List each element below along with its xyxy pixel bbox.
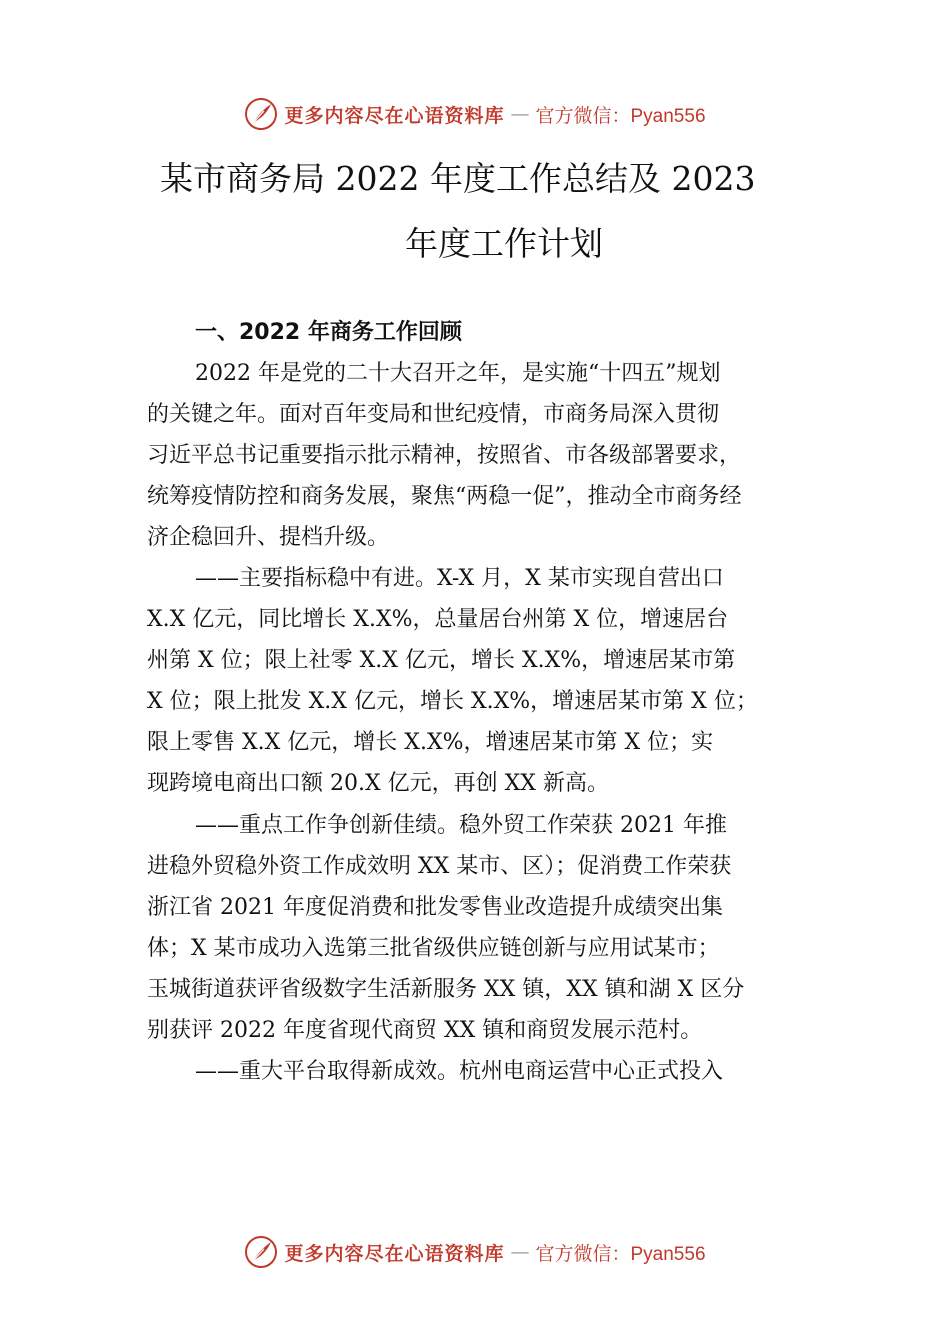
section-heading: 一、2022 年商务工作回顾: [195, 320, 462, 345]
watermark-brand: 更多内容尽在心语资料库: [284, 104, 505, 127]
body-line: 玉城街道获评省级数字生活新服务 XX 镇，XX 镇和湖 X 区分: [147, 977, 745, 1002]
body-line: 的关键之年。面对百年变局和世纪疫情，市商务局深入贯彻: [147, 402, 720, 427]
watermark-separator: —: [510, 103, 530, 125]
feather-logo-icon: [244, 97, 278, 131]
body-line: 统筹疫情防控和商务发展，聚焦“两稳一促”，推动全市商务经: [147, 484, 742, 509]
watermark-contact: 官方微信：Pyan556: [535, 1243, 706, 1265]
document-title-line-1: 某市商务局 2022 年度工作总结及 2023: [160, 159, 756, 198]
body-line: 习近平总书记重要指示批示精神，按照省、市各级部署要求，: [147, 443, 742, 468]
body-line: X.X 亿元，同比增长 X.X%，总量居台州第 X 位，增速居台: [147, 607, 729, 632]
body-line: 进稳外贸稳外资工作成效明 XX 某市、区）；促消费工作荣获: [147, 854, 732, 879]
watermark-separator: —: [510, 1241, 530, 1263]
body-line: ——主要指标稳中有进。X-X 月，X 某市实现自营出口: [195, 566, 724, 591]
body-line: ——重大平台取得新成效。杭州电商运营中心正式投入: [195, 1059, 724, 1084]
watermark-brand: 更多内容尽在心语资料库: [284, 1242, 505, 1265]
watermark-top: [0, 94, 950, 134]
body-line: X 位；限上批发 X.X 亿元，增长 X.X%，增速居某市第 X 位；: [147, 689, 758, 714]
body-line: 浙江省 2021 年度促消费和批发零售业改造提升成绩突出集: [147, 895, 723, 920]
watermark-contact: 官方微信：Pyan556: [535, 105, 706, 127]
body-line: 限上零售 X.X 亿元，增长 X.X%，增速居某市第 X 位；实: [147, 730, 714, 755]
body-line: 别获评 2022 年度省现代商贸 XX 镇和商贸发展示范村。: [147, 1018, 703, 1043]
body-line: 济企稳回升、提档升级。: [147, 525, 390, 550]
body-line: 现跨境电商出口额 20.X 亿元，再创 XX 新高。: [147, 771, 609, 796]
document-title-line-2: 年度工作计划: [405, 224, 603, 263]
body-line: 州第 X 位；限上社零 X.X 亿元，增长 X.X%，增速居某市第: [147, 648, 736, 673]
watermark-bottom: [0, 1232, 950, 1272]
body-line: 2022 年是党的二十大召开之年，是实施“十四五”规划: [195, 361, 721, 386]
body-line: 体；X 某市成功入选第三批省级供应链创新与应用试某市；: [147, 936, 720, 961]
feather-logo-icon: [244, 1235, 278, 1269]
body-line: ——重点工作争创新佳绩。稳外贸工作荣获 2021 年推: [195, 813, 727, 838]
